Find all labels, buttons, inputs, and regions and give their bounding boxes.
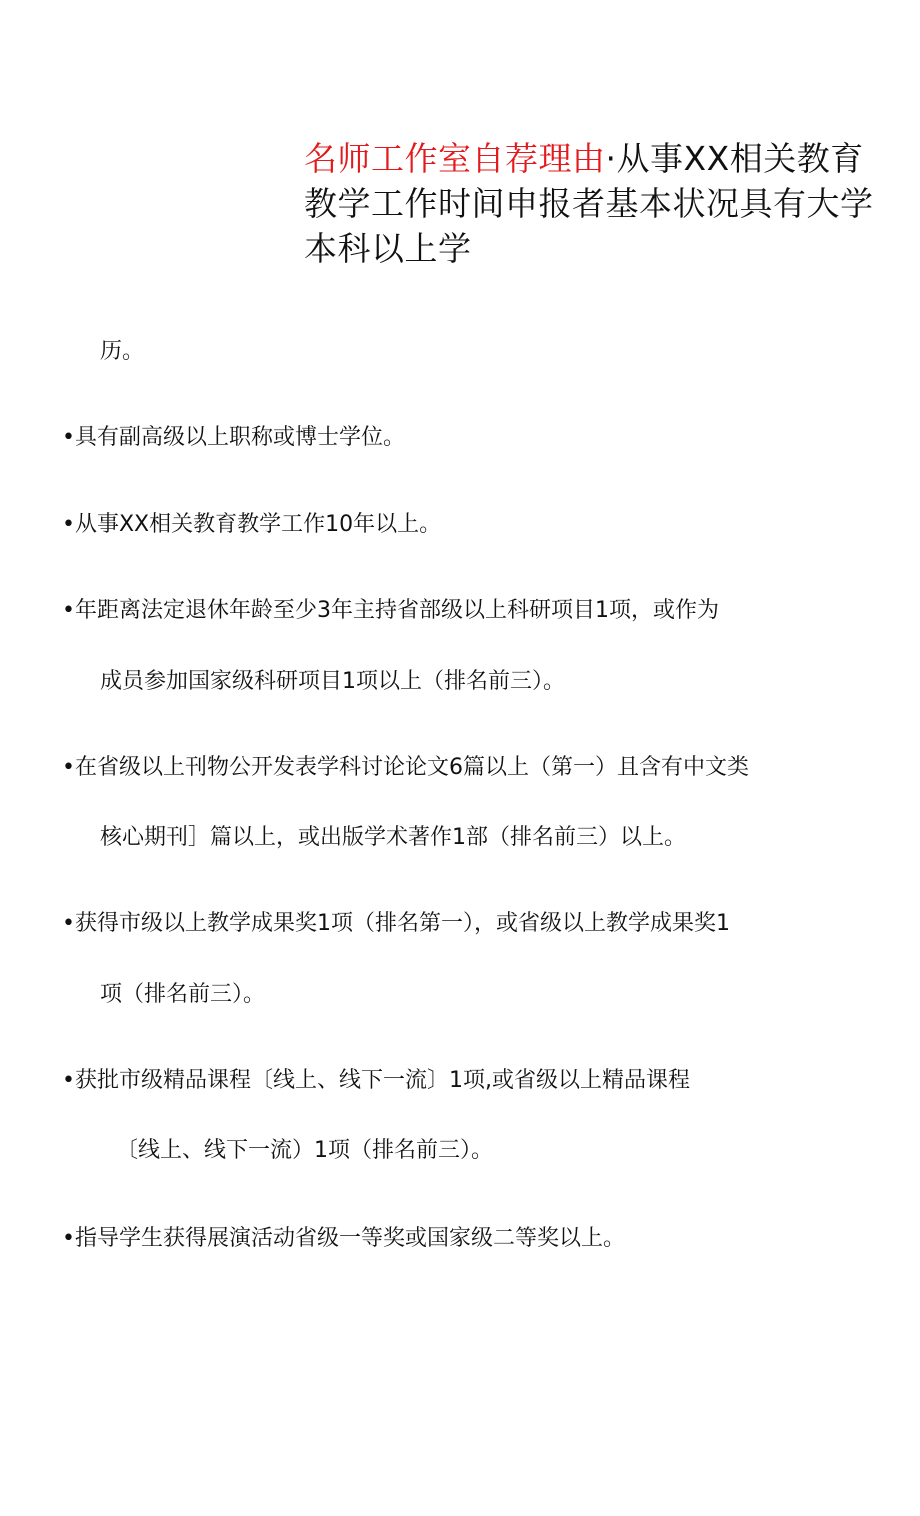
bullet-item-experience: •从事XX相关教育教学工作10年以上。: [62, 512, 442, 537]
bullet-item-title: •具有副高级以上职称或博士学位。: [62, 425, 405, 450]
bullet-item-papers: •在省级以上刊物公开发表学科讨论论文6篇以上（第一）且含有中文类: [62, 755, 749, 780]
document-title: [304, 136, 874, 271]
bullet-item-courses: •获批市级精品课程〔线上、线下一流〕1项,或省级以上精品课程: [62, 1068, 690, 1093]
bullet-item-awards: •获得市级以上教学成果奖1项（排名第一），或省级以上教学成果奖1: [62, 911, 730, 936]
bullet-item-guidance: •指导学生获得展演活动省级一等奖或国家级二等奖以上。: [62, 1226, 625, 1251]
title-black-part: ·从事XX相关教育教学工作时间申报者基本状况具有大学本科以上学: [304, 139, 874, 268]
text-line-continuation: 成员参加国家级科研项目1项以上（排名前三）。: [100, 669, 565, 694]
title-red-part: 名师工作室自荐理由: [304, 139, 606, 178]
text-line-continuation: 历。: [100, 339, 145, 364]
text-line-continuation: 项（排名前三）。: [100, 982, 266, 1007]
text-line-continuation: 〔线上、线下一流）1项（排名前三）。: [116, 1138, 493, 1163]
bullet-item-research: •年距离法定退休年龄至少3年主持省部级以上科研项目1项，或作为: [62, 598, 719, 623]
text-line-continuation: 核心期刊］篇以上，或出版学术著作1部（排名前三）以上。: [100, 825, 686, 850]
